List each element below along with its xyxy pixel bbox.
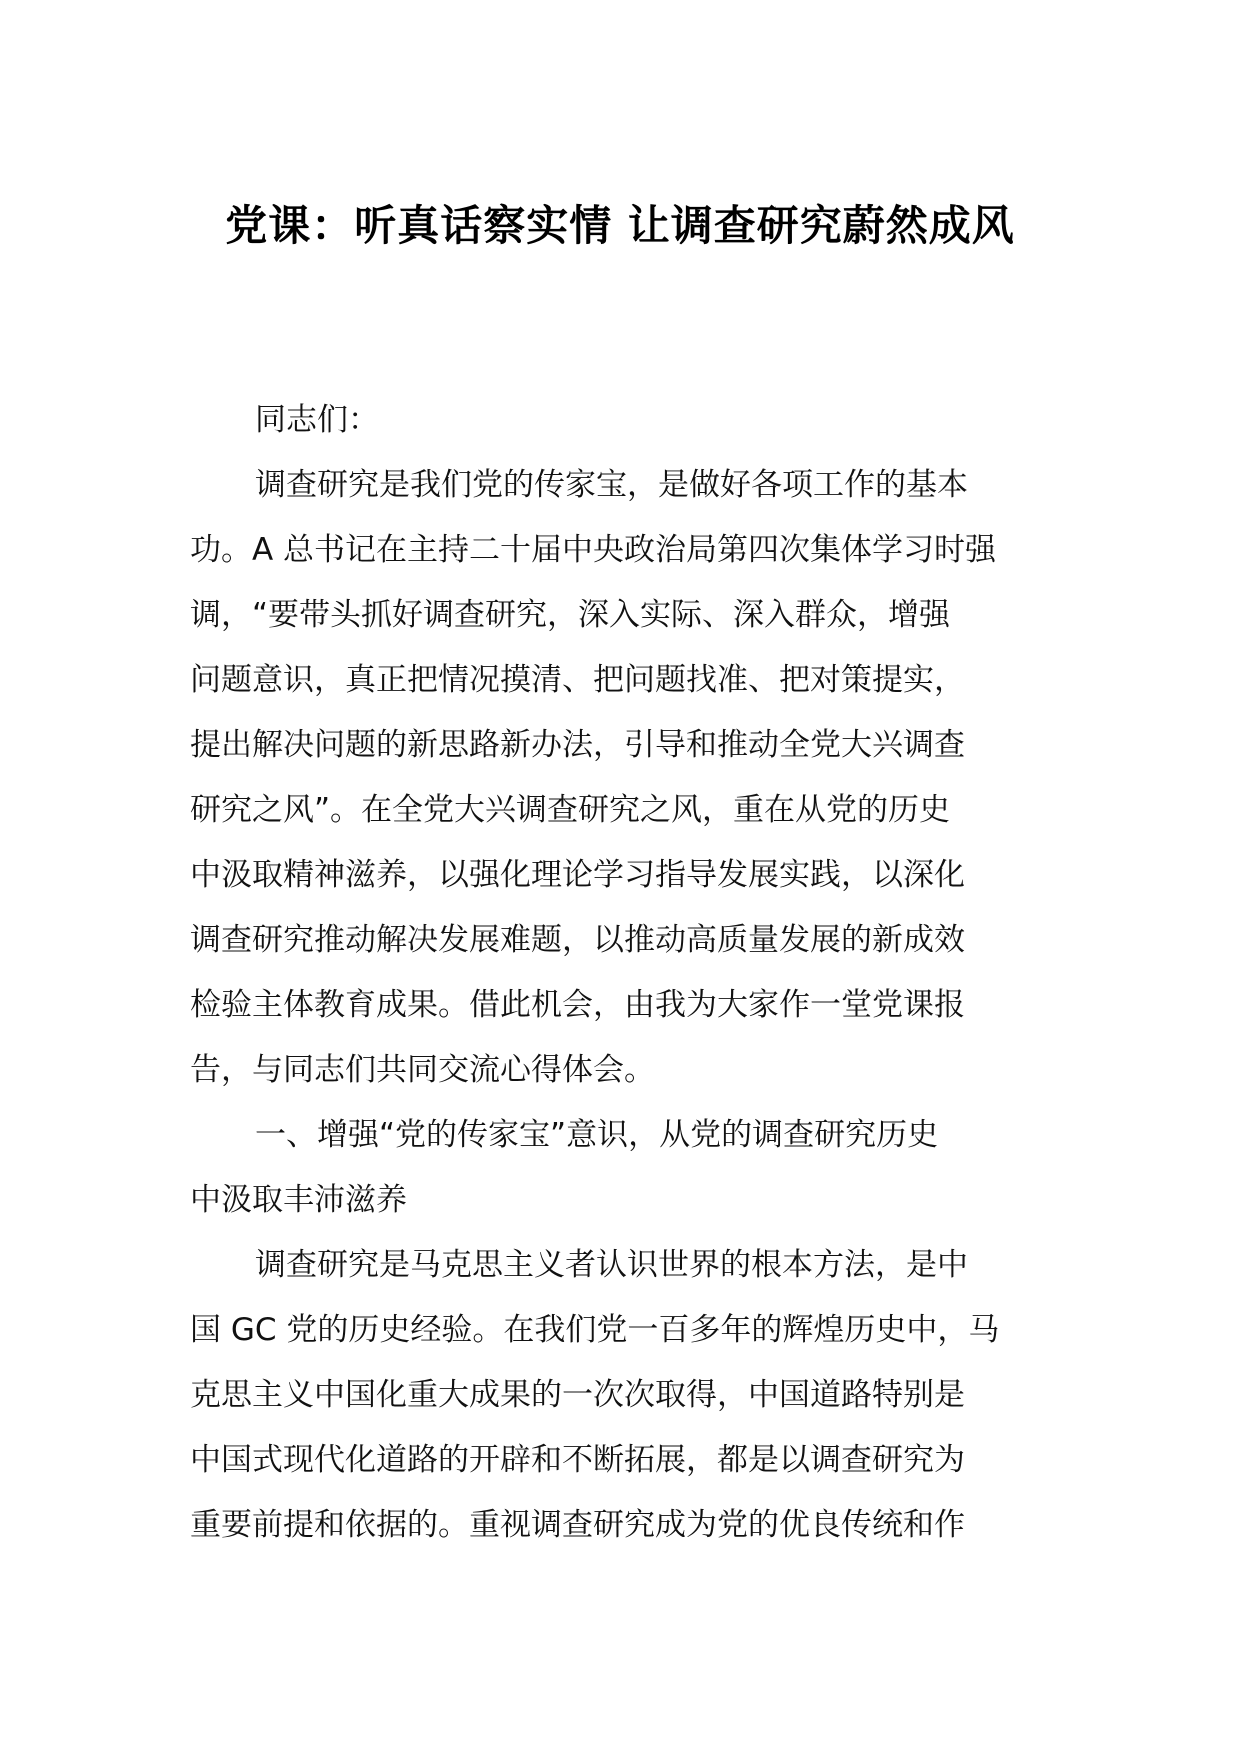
- paragraph-line: 调，“要带头抓好调查研究，深入实际、深入群众，增强: [190, 597, 951, 633]
- paragraph-line: 问题意识，真正把情况摸清、把问题找准、把对策提实，: [190, 662, 965, 698]
- paragraph-line: 研究之风”。在全党大兴调查研究之风，重在从党的历史: [190, 792, 951, 828]
- paragraph-line: 提出解决问题的新思路新办法，引导和推动全党大兴调查: [190, 727, 965, 763]
- paragraph-line: 调查研究是马克思主义者认识世界的根本方法，是中: [255, 1247, 968, 1283]
- paragraph-line: 调查研究是我们党的传家宝，是做好各项工作的基本: [255, 467, 968, 503]
- paragraph-line: 国 GC 党的历史经验。在我们党一百多年的辉煌历史中，马: [190, 1312, 1000, 1348]
- document-title: 党课：听真话察实情 让调查研究蔚然成风: [225, 201, 1015, 250]
- paragraph-line: 中国式现代化道路的开辟和不断拓展，都是以调查研究为: [190, 1442, 965, 1478]
- section-heading-line: 中汲取丰沛滋养: [190, 1182, 407, 1218]
- section-heading-line: 一、增强“党的传家宝”意识，从党的调查研究历史: [255, 1117, 939, 1153]
- document-body: [190, 388, 1050, 1558]
- paragraph-line: 重要前提和依据的。重视调查研究成为党的优良传统和作: [190, 1507, 965, 1543]
- paragraph-line: 告，与同志们共同交流心得体会。: [190, 1052, 655, 1088]
- paragraph-line: 同志们：: [255, 402, 379, 438]
- paragraph-line: 中汲取精神滋养，以强化理论学习指导发展实践，以深化: [190, 857, 965, 893]
- paragraph-line: 调查研究推动解决发展难题，以推动高质量发展的新成效: [190, 922, 965, 958]
- paragraph-line: 克思主义中国化重大成果的一次次取得，中国道路特别是: [190, 1377, 965, 1413]
- paragraph-line: 功。A 总书记在主持二十届中央政治局第四次集体学习时强: [190, 532, 997, 568]
- paragraph-line: 检验主体教育成果。借此机会，由我为大家作一堂党课报: [190, 987, 965, 1023]
